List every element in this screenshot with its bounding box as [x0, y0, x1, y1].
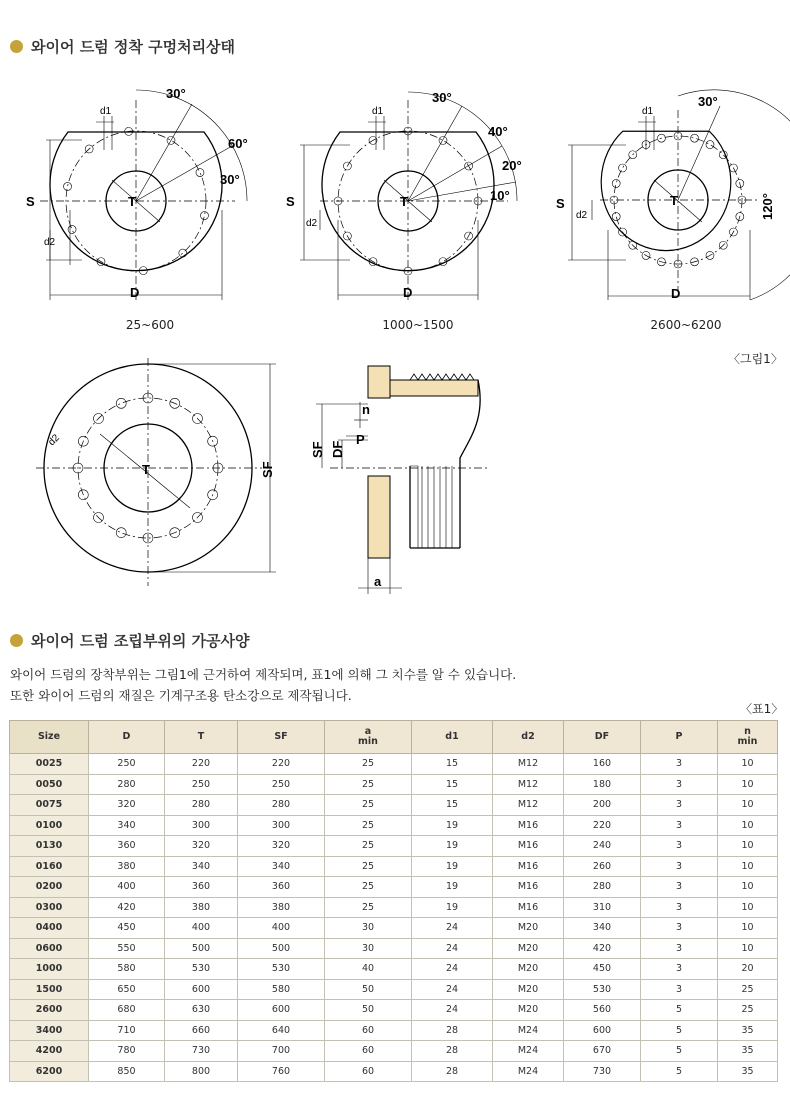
- table-cell: 25: [718, 1000, 778, 1021]
- cell-size: 3400: [10, 1020, 89, 1041]
- table-cell: 50: [325, 1000, 412, 1021]
- section-title-spec: 와이어 드럼 조립부위의 가공사양: [10, 630, 250, 651]
- label-angle-10: 10°: [490, 188, 510, 203]
- drawing-flange-a: [20, 70, 270, 315]
- label-D-c: D: [671, 286, 681, 301]
- table-cell: 600: [564, 1020, 641, 1041]
- table-row: [10, 959, 778, 980]
- table-cell: 400: [165, 918, 238, 939]
- table-cell: 3: [641, 856, 718, 877]
- label-D: D: [130, 285, 140, 300]
- table-cell: 24: [412, 979, 493, 1000]
- table-row: [10, 774, 778, 795]
- table-cell: 420: [89, 897, 165, 918]
- table-cell: 500: [165, 938, 238, 959]
- cell-size: 0130: [10, 836, 89, 857]
- figure-1-label: 〈그림1〉: [728, 352, 783, 366]
- bolt-hole: [729, 164, 737, 172]
- table-cell: 3: [641, 836, 718, 857]
- table-cell: 10: [718, 856, 778, 877]
- table-cell: 340: [238, 856, 325, 877]
- table-cell: 530: [564, 979, 641, 1000]
- table-cell: 15: [412, 795, 493, 816]
- table-cell: 380: [165, 897, 238, 918]
- header-d2: d2: [493, 721, 564, 754]
- header-D: D: [89, 721, 165, 754]
- table-cell: 60: [325, 1041, 412, 1062]
- bullet-icon: [10, 40, 23, 53]
- table-row: [10, 856, 778, 877]
- table-cell: 20: [718, 959, 778, 980]
- table-cell: 450: [89, 918, 165, 939]
- table-cell: M16: [493, 836, 564, 857]
- label-T-front: T: [142, 462, 150, 477]
- table-cell: 10: [718, 815, 778, 836]
- label-angle-30-b: 30°: [432, 90, 452, 105]
- table-cell: 25: [325, 836, 412, 857]
- table-cell: 340: [564, 918, 641, 939]
- description-line-1: 와이어 드럼의 장착부위는 그림1에 근거하여 제작되며, 표1에 의해 그 치수를 알 수 있습니다.: [10, 667, 517, 682]
- table-cell: 10: [718, 897, 778, 918]
- table-cell: 660: [165, 1020, 238, 1041]
- label-SF-front: SF: [260, 461, 275, 478]
- table-cell: 580: [238, 979, 325, 1000]
- table-cell: 10: [718, 836, 778, 857]
- table-row: [10, 918, 778, 939]
- caption-fig-c: 2600~6200: [650, 318, 722, 332]
- description-text: [10, 664, 516, 706]
- table-cell: 160: [564, 754, 641, 775]
- cell-size: 0050: [10, 774, 89, 795]
- table-cell: 30: [325, 938, 412, 959]
- table-cell: 220: [564, 815, 641, 836]
- table-cell: 240: [564, 836, 641, 857]
- table-cell: 700: [238, 1041, 325, 1062]
- bolt-hole: [612, 179, 620, 187]
- table-cell: 3: [641, 938, 718, 959]
- spec-table: [9, 720, 778, 1082]
- label-d1: d1: [100, 106, 112, 117]
- table-cell: 420: [564, 938, 641, 959]
- table-row: [10, 1041, 778, 1062]
- table-cell: 310: [564, 897, 641, 918]
- table-cell: 200: [564, 795, 641, 816]
- cell-size: 0200: [10, 877, 89, 898]
- label-angle-60: 60°: [228, 136, 248, 151]
- header-size: Size: [10, 721, 89, 754]
- table-cell: 250: [238, 774, 325, 795]
- bolt-hole: [116, 528, 126, 538]
- table-cell: 19: [412, 815, 493, 836]
- table-cell: 500: [238, 938, 325, 959]
- table-cell: 28: [412, 1061, 493, 1082]
- table-cell: 19: [412, 877, 493, 898]
- bolt-hole: [619, 164, 627, 172]
- table-cell: 650: [89, 979, 165, 1000]
- description-line-2: 또한 와이어 드럼의 재질은 기계구조용 탄소강으로 제작됩니다.: [10, 688, 352, 703]
- label-d2: d2: [44, 237, 56, 248]
- cell-size: 0100: [10, 815, 89, 836]
- table-cell: 3: [641, 877, 718, 898]
- label-angle-30-c: 30°: [698, 94, 718, 109]
- header-P: P: [641, 721, 718, 754]
- cell-size: 0600: [10, 938, 89, 959]
- table-cell: 580: [89, 959, 165, 980]
- table-cell: 50: [325, 979, 412, 1000]
- label-angle-30: 30°: [166, 86, 186, 101]
- table-cell: M24: [493, 1020, 564, 1041]
- table-cell: 180: [564, 774, 641, 795]
- label-d1-b: d1: [372, 106, 384, 117]
- table-cell: 5: [641, 1000, 718, 1021]
- label-S-b: S: [286, 194, 295, 209]
- table-cell: 800: [165, 1061, 238, 1082]
- label-P-section: P: [356, 432, 365, 447]
- table-cell: 670: [564, 1041, 641, 1062]
- table-cell: 450: [564, 959, 641, 980]
- drawing-flange-front: [30, 358, 280, 598]
- table-row: [10, 815, 778, 836]
- table-cell: 400: [89, 877, 165, 898]
- table-cell: 250: [165, 774, 238, 795]
- table-cell: 320: [238, 836, 325, 857]
- table-cell: 35: [718, 1041, 778, 1062]
- table-cell: 35: [718, 1061, 778, 1082]
- table-cell: 10: [718, 938, 778, 959]
- table-cell: 220: [238, 754, 325, 775]
- label-T-b: T: [400, 194, 408, 209]
- table-cell: 10: [718, 795, 778, 816]
- drawing-flange-c: [556, 70, 785, 315]
- table-cell: M20: [493, 979, 564, 1000]
- table-cell: 19: [412, 836, 493, 857]
- bolt-hole: [691, 134, 699, 142]
- header-T: T: [165, 721, 238, 754]
- bolt-hole: [629, 151, 637, 159]
- cell-size: 0075: [10, 795, 89, 816]
- cell-size: 1000: [10, 959, 89, 980]
- cell-size: 0160: [10, 856, 89, 877]
- cell-size: 0300: [10, 897, 89, 918]
- table-cell: 400: [238, 918, 325, 939]
- cell-size: 1500: [10, 979, 89, 1000]
- table-cell: 600: [238, 1000, 325, 1021]
- table-row: [10, 1061, 778, 1082]
- table-cell: 24: [412, 959, 493, 980]
- table-row: [10, 1000, 778, 1021]
- table-cell: M20: [493, 938, 564, 959]
- drawing-flange-b: [286, 70, 530, 315]
- bolt-hole: [196, 169, 204, 177]
- bolt-hole: [64, 182, 72, 190]
- label-angle-30b: 30°: [220, 172, 240, 187]
- table-cell: 3: [641, 918, 718, 939]
- bullet-icon: [10, 634, 23, 647]
- header-DF: DF: [564, 721, 641, 754]
- table-cell: 360: [238, 877, 325, 898]
- table-cell: 10: [718, 877, 778, 898]
- table-cell: M24: [493, 1041, 564, 1062]
- table-cell: 280: [564, 877, 641, 898]
- table-cell: 300: [165, 815, 238, 836]
- table-cell: 3: [641, 754, 718, 775]
- table-cell: 24: [412, 938, 493, 959]
- table-header-row: [10, 721, 778, 754]
- table-cell: M20: [493, 918, 564, 939]
- table-cell: 260: [564, 856, 641, 877]
- label-angle-120: 120°: [760, 193, 775, 220]
- table-row: [10, 795, 778, 816]
- cell-size: 4200: [10, 1041, 89, 1062]
- table-cell: 3: [641, 774, 718, 795]
- table-cell: M20: [493, 959, 564, 980]
- table-cell: M16: [493, 897, 564, 918]
- header-a: a min: [325, 721, 412, 754]
- table-cell: 280: [89, 774, 165, 795]
- table-cell: 220: [165, 754, 238, 775]
- table-cell: 380: [238, 897, 325, 918]
- label-d1-c: d1: [642, 106, 654, 117]
- table-cell: 780: [89, 1041, 165, 1062]
- table-row: [10, 938, 778, 959]
- table-cell: 60: [325, 1061, 412, 1082]
- table-cell: 530: [165, 959, 238, 980]
- table-cell: 3: [641, 795, 718, 816]
- table-cell: 5: [641, 1041, 718, 1062]
- table-1-label: 〈표1〉: [740, 702, 784, 716]
- label-T-c: T: [670, 193, 678, 208]
- table-row: [10, 877, 778, 898]
- table-cell: 250: [89, 754, 165, 775]
- table-cell: 25: [325, 856, 412, 877]
- table-cell: 25: [325, 877, 412, 898]
- cell-size: 0025: [10, 754, 89, 775]
- table-row: [10, 754, 778, 775]
- table-cell: 340: [89, 815, 165, 836]
- label-angle-40: 40°: [488, 124, 508, 139]
- table-cell: 25: [325, 815, 412, 836]
- table-cell: 5: [641, 1061, 718, 1082]
- table-cell: 28: [412, 1020, 493, 1041]
- caption-fig-b: 1000~1500: [382, 318, 454, 332]
- table-cell: M16: [493, 856, 564, 877]
- table-cell: 15: [412, 774, 493, 795]
- table-row: [10, 836, 778, 857]
- bolt-hole: [200, 212, 208, 220]
- table-cell: 680: [89, 1000, 165, 1021]
- table-cell: 15: [412, 754, 493, 775]
- table-cell: 3: [641, 897, 718, 918]
- bolt-hole: [116, 398, 126, 408]
- label-T: T: [128, 194, 136, 209]
- table-cell: M16: [493, 815, 564, 836]
- label-d2-c: d2: [576, 210, 588, 221]
- table-cell: 710: [89, 1020, 165, 1041]
- table-row: [10, 979, 778, 1000]
- table-cell: 5: [641, 1020, 718, 1041]
- drawing-flange-section: [310, 358, 510, 603]
- table-cell: 730: [165, 1041, 238, 1062]
- table-cell: 35: [718, 1020, 778, 1041]
- table-cell: 850: [89, 1061, 165, 1082]
- table-cell: 30: [325, 918, 412, 939]
- cell-size: 0400: [10, 918, 89, 939]
- table-cell: 320: [165, 836, 238, 857]
- table-cell: 10: [718, 918, 778, 939]
- bolt-hole: [706, 141, 714, 149]
- label-d2-front: d2: [46, 432, 62, 449]
- table-cell: 25: [325, 795, 412, 816]
- bolt-hole: [179, 249, 187, 257]
- caption-fig-a: 25~600: [125, 318, 175, 332]
- header-n: n min: [718, 721, 778, 754]
- table-cell: 3: [641, 959, 718, 980]
- table-cell: 360: [89, 836, 165, 857]
- section-title-holes: 와이어 드럼 정착 구멍처리상태: [10, 36, 235, 57]
- table-cell: 380: [89, 856, 165, 877]
- table-cell: 25: [325, 897, 412, 918]
- bolt-hole: [68, 225, 76, 233]
- bolt-hole: [439, 136, 447, 144]
- table-cell: 40: [325, 959, 412, 980]
- table-cell: 530: [238, 959, 325, 980]
- table-cell: 28: [412, 1041, 493, 1062]
- label-S-c: S: [556, 196, 565, 211]
- cell-size: 2600: [10, 1000, 89, 1021]
- table-cell: 280: [165, 795, 238, 816]
- table-cell: 630: [165, 1000, 238, 1021]
- table-cell: 60: [325, 1020, 412, 1041]
- table-cell: 19: [412, 856, 493, 877]
- table-cell: 3: [641, 815, 718, 836]
- table-cell: 19: [412, 897, 493, 918]
- table-cell: 10: [718, 754, 778, 775]
- table-cell: 550: [89, 938, 165, 959]
- table-cell: 3: [641, 979, 718, 1000]
- table-cell: M12: [493, 774, 564, 795]
- table-row: [10, 897, 778, 918]
- label-S: S: [26, 194, 35, 209]
- table-cell: M16: [493, 877, 564, 898]
- label-angle-20: 20°: [502, 158, 522, 173]
- label-n-section: n: [362, 402, 370, 417]
- table-cell: 560: [564, 1000, 641, 1021]
- table-cell: 25: [325, 774, 412, 795]
- label-a-section: a: [374, 574, 382, 589]
- table-cell: M12: [493, 754, 564, 775]
- table-cell: 360: [165, 877, 238, 898]
- label-DF-section: DF: [330, 440, 345, 458]
- table-cell: 340: [165, 856, 238, 877]
- table-cell: 730: [564, 1061, 641, 1082]
- table-cell: 320: [89, 795, 165, 816]
- table-cell: 25: [325, 754, 412, 775]
- table-cell: 24: [412, 918, 493, 939]
- table-cell: 300: [238, 815, 325, 836]
- table-cell: 760: [238, 1061, 325, 1082]
- table-cell: 280: [238, 795, 325, 816]
- table-cell: M12: [493, 795, 564, 816]
- table-cell: M20: [493, 1000, 564, 1021]
- header-SF: SF: [238, 721, 325, 754]
- label-d2-b: d2: [306, 218, 318, 229]
- table-cell: 25: [718, 979, 778, 1000]
- table-cell: 10: [718, 774, 778, 795]
- table-cell: 24: [412, 1000, 493, 1021]
- cell-size: 6200: [10, 1061, 89, 1082]
- table-cell: 640: [238, 1020, 325, 1041]
- header-d1: d1: [412, 721, 493, 754]
- table-row: [10, 1020, 778, 1041]
- label-SF-section: SF: [310, 441, 325, 458]
- table-cell: 600: [165, 979, 238, 1000]
- label-D-b: D: [403, 285, 413, 300]
- table-cell: M24: [493, 1061, 564, 1082]
